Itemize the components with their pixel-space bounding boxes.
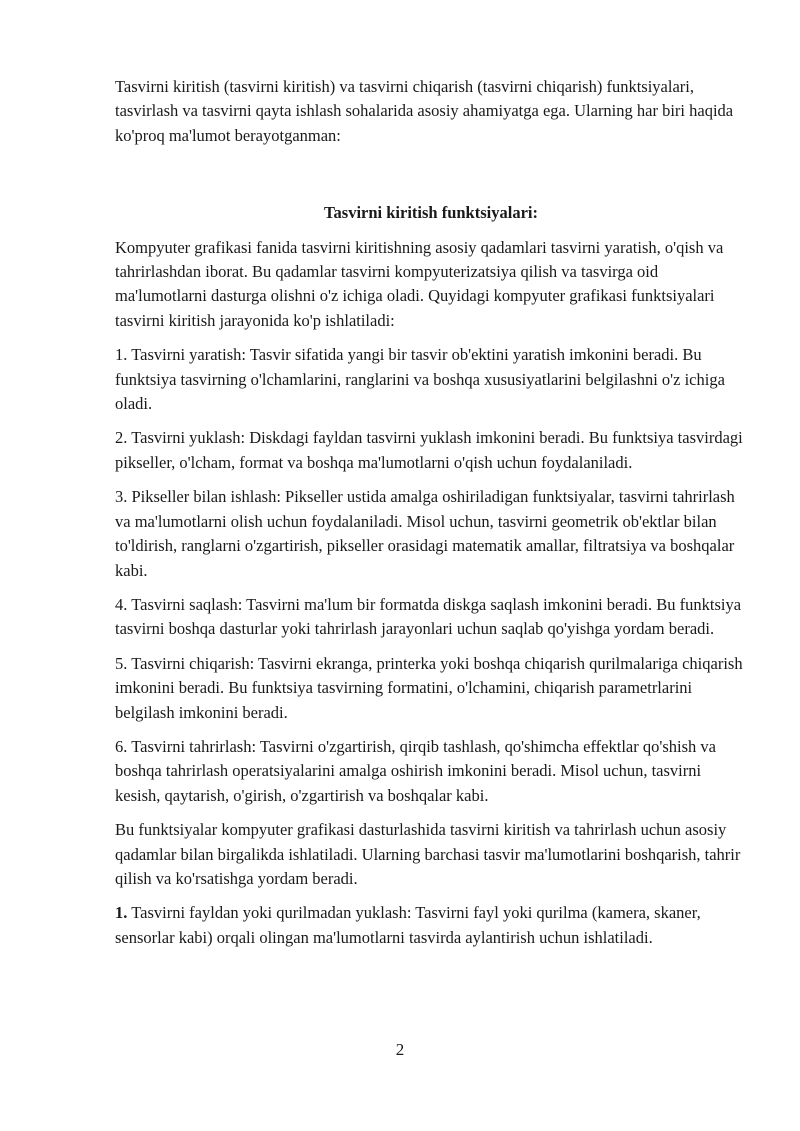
page-number: 2 — [395, 1040, 405, 1059]
section-heading: Tasvirni kiritish funktsiyalari: — [324, 203, 538, 223]
intro-paragraph: Tasvirni kiritish (tasvirni kiritish) va tasvirni chiqarish (tasvirni chiqarish) funktsiyalari, tasvirlash va tasvirni qayta ishlash sohalarida asosiy ahamiyatga ega. Ularning har biri haqida ko'proq ma'lumot berayotganman: — [115, 77, 734, 145]
paragraph-text: Tasvirni fayldan yoki qurilmadan yuklash: Tasvirni fayl yoki qurilma (kamera, skaner, sensorlar kabi) orqali olingan ma'lumotlarni tasvirda aylantirish uchun ishlatiladi. — [115, 903, 701, 947]
list-item-1: 1. Tasvirni yaratish: Tasvir sifatida yangi bir tasvir ob'ektini yaratish imkonini beradi. Bu funktsiya tasvirning o'lchamlarini, ranglarini va boshqa xususiyatlarini belgilashni o'z ichiga oladi. — [115, 345, 725, 414]
list-item-2: 2. Tasvirni yuklash: Diskdagi fayldan tasvirni yuklash imkonini beradi. Bu funktsiya tasvirdagi pikseller, o'lcham, format va boshqa ma'lumotlarni o'qish uchun foydalaniladi. — [115, 428, 743, 472]
body-paragraph: Kompyuter grafikasi fanida tasvirni kiritishning asosiy qadamlari tasvirni yaratish, o'qish va tahrirlashdan iborat. Bu qadamlar tasvirni kompyuterizatsiya qilish va tasvirga oid ma'lumotlarni dasturga olishni o'z ichiga oladi. Quyidagi kompyuter grafikasi funktsiyalari tasvirni kiritish jarayonida ko'p ishlatiladi: — [115, 237, 724, 330]
paragraph-number: 1. — [115, 903, 128, 923]
summary-paragraph: Bu funktsiyalar kompyuter grafikasi dasturlashida tasvirni kiritish va tahrirlash uchun asosiy qadamlar bilan birgalikda ishlatiladi. Ularning barchasi tasvir ma'lumotlarini boshqarish, tahrir qilish va ko'rsatishga yordam beradi. — [115, 820, 741, 888]
list-item-5: 5. Tasvirni chiqarish: Tasvirni ekranga, printerka yoki boshqa chiqarish qurilmalariga chiqarish imkonini beradi. Bu funktsiya tasvirning formatini, o'lchamini, chiqarish parametrlarini belgilash imkonini beradi. — [115, 653, 743, 722]
document-page — [115, 75, 747, 960]
numbered-paragraph — [115, 901, 747, 950]
list-item-6: 6. Tasvirni tahrirlash: Tasvirni o'zgartirish, qirqib tashlash, qo'shimcha effektlar qo'shish va boshqa tahrirlash operatsiyalarini amalga oshirish imkonini beradi. Misol uchun, tasvirni kesish, qaytarish, o'girish, o'zgartirish va boshqalar kabi. — [115, 736, 716, 805]
list-item-4: 4. Tasvirni saqlash: Tasvirni ma'lum bir formatda diskga saqlash imkonini beradi. Bu funktsiya tasvirni boshqa dasturlar yoki tahrirlash jarayonlari uchun saqlab qo'yishga yordam beradi. — [115, 594, 742, 639]
list-item-3: 3. Pikseller bilan ishlash: Pikseller ustida amalga oshiriladigan funktsiyalar, tasvirni tahrirlash va ma'lumotlarni olish uchun foydalaniladi. Misol uchun, tasvirni geometrik ob'ektlar bilan to'ldirish, ranglarni o'zgartirish, pikseller orasidagi matematik amallar, filtratsiya va boshqalar kabi. — [115, 487, 735, 580]
